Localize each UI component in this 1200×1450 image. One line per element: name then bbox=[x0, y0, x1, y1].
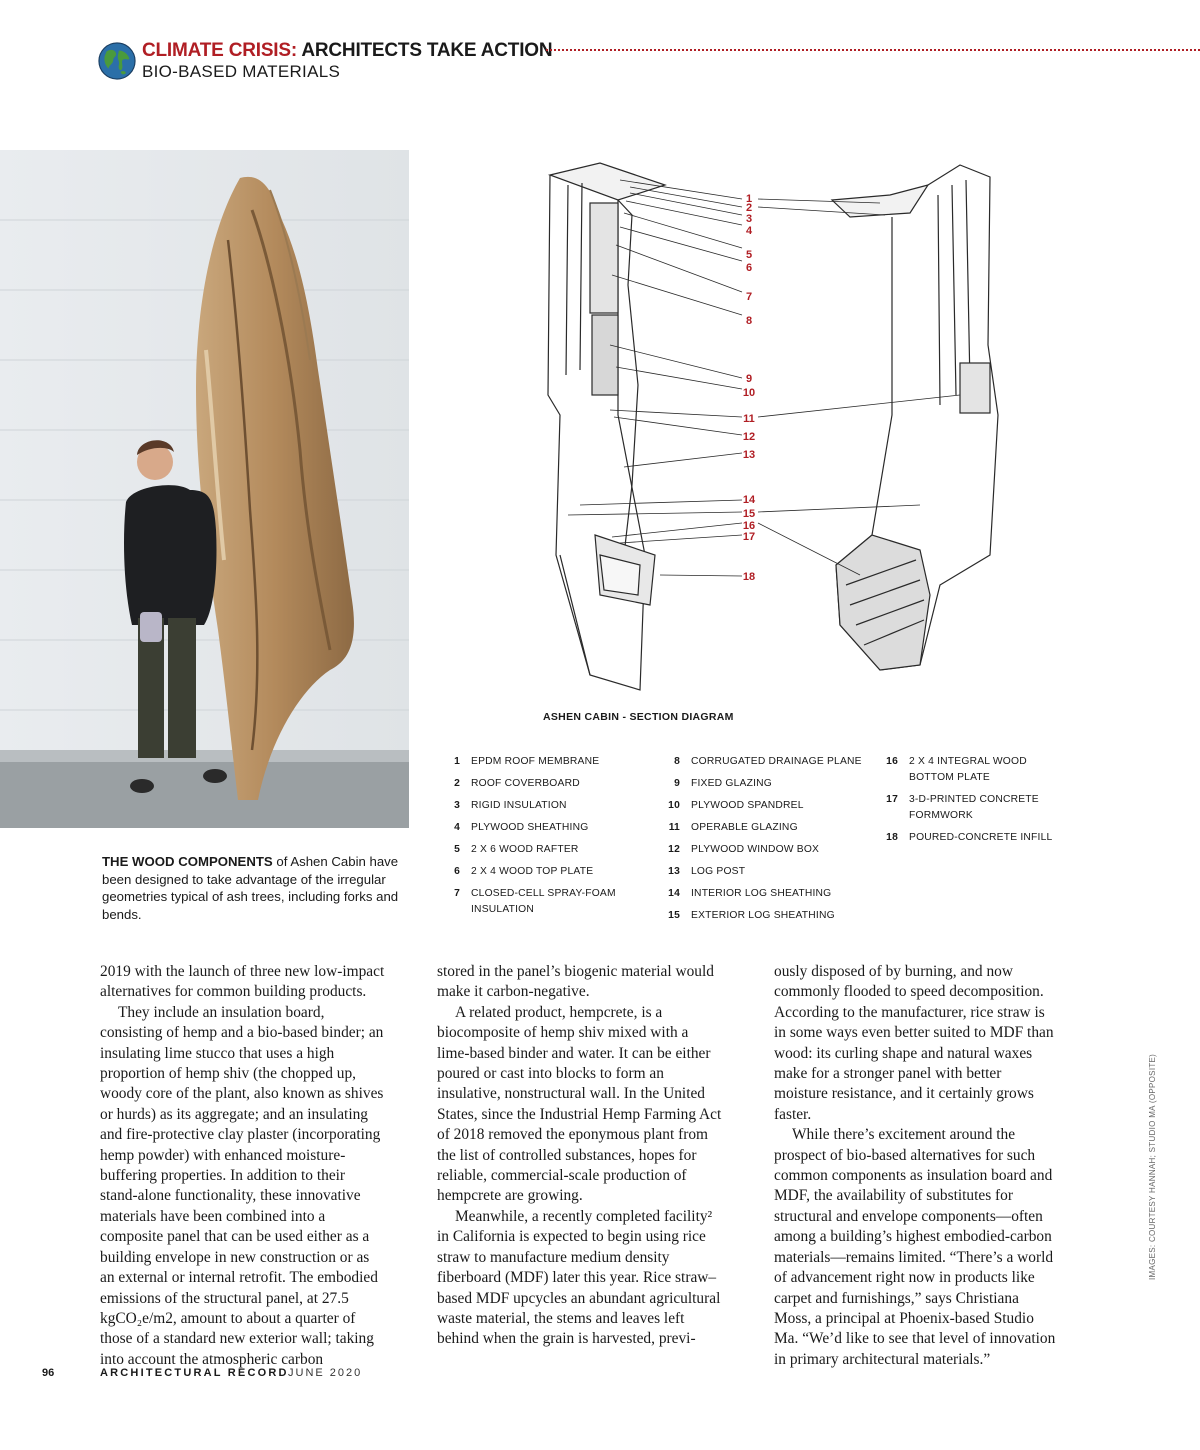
callout-11: 11 bbox=[743, 413, 755, 425]
legend-label: RIGID INSULATION bbox=[471, 800, 567, 811]
body-column-1 bbox=[100, 962, 385, 1370]
legend-label: POURED-CONCRETE INFILL bbox=[909, 832, 1053, 843]
legend-item bbox=[660, 820, 880, 836]
body-column-2 bbox=[437, 962, 722, 1350]
legend-item bbox=[660, 842, 880, 858]
caption-lead: THE WOOD COMPONENTS bbox=[102, 854, 273, 869]
legend-label: ROOF COVERBOARD bbox=[471, 778, 580, 789]
legend-number: 8 bbox=[674, 756, 680, 767]
legend-number: 3 bbox=[454, 800, 460, 811]
callout-3: 3 bbox=[745, 213, 753, 225]
paragraph: Meanwhile, a recently completed facility² in California is expected to begin using rice straw to manufacture medium density fiberboard (MDF) later this year. Rice straw–based MDF upcycles an abundant agricultural waste material, the stems and leaves left behind when the grain is harvested, previ- bbox=[437, 1207, 721, 1348]
section-title: BIO-BASED MATERIALS bbox=[142, 62, 341, 81]
page-header bbox=[98, 40, 1200, 84]
legend-label: EXTERIOR LOG SHEATHING bbox=[691, 910, 835, 921]
callout-13: 13 bbox=[742, 449, 756, 461]
callout-4: 4 bbox=[745, 225, 753, 237]
dotted-rule bbox=[546, 49, 1200, 51]
legend-number: 1 bbox=[454, 756, 460, 767]
legend-number: 6 bbox=[454, 866, 460, 877]
magazine-name: ARCHITECTURAL RECORD bbox=[100, 1367, 289, 1379]
paragraph: 2019 with the launch of three new low-impact alternatives for common building products. bbox=[100, 963, 385, 1001]
legend-item bbox=[440, 864, 660, 880]
paragraph: ously disposed of by burning, and now commonly flooded to speed decomposition. According to the manufacturer, rice straw is in some ways even better suited to MDF than wood: its curling shape and natural waxes make for a stronger panel with better moisture resistance, and it certainly grows faster. bbox=[774, 963, 1054, 1123]
legend-number: 14 bbox=[668, 888, 680, 899]
legend-label: 3-D-PRINTED CONCRETE FORMWORK bbox=[909, 794, 1039, 821]
legend-item bbox=[440, 798, 660, 814]
callout-18: 18 bbox=[742, 571, 756, 583]
legend-column-1 bbox=[440, 754, 660, 924]
callout-5: 5 bbox=[745, 249, 753, 261]
callout-15: 15 bbox=[742, 508, 756, 520]
callout-16: 16 bbox=[742, 520, 756, 532]
legend-item bbox=[660, 754, 880, 770]
callout-14: 14 bbox=[742, 494, 756, 506]
legend-label: EPDM ROOF MEMBRANE bbox=[471, 756, 600, 767]
photo-wood-components bbox=[0, 150, 409, 828]
legend-number: 5 bbox=[454, 844, 460, 855]
legend-label: 2 X 4 WOOD TOP PLATE bbox=[471, 866, 594, 877]
callout-6: 6 bbox=[745, 262, 753, 274]
legend-number: 7 bbox=[454, 888, 460, 899]
callout-8: 8 bbox=[745, 315, 753, 327]
callout-9: 9 bbox=[745, 373, 753, 385]
legend-item bbox=[660, 776, 880, 792]
section-diagram bbox=[520, 155, 1020, 700]
paragraph: A related product, hempcrete, is a biocomposite of hemp shiv mixed with a lime-based binder and water. It can be either poured or cast into blocks to form an insulative, nonstructural wall. In the United States, since the Industrial Hemp Farming Act of 2018 removed the eponymous plant from the list of controlled substances, hopes for reliable, commercial-scale production of hempcrete are growing. bbox=[437, 1003, 722, 1205]
callout-2: 2 bbox=[745, 202, 753, 214]
legend-item bbox=[660, 908, 880, 924]
callout-12: 12 bbox=[742, 431, 756, 443]
legend-item bbox=[440, 776, 660, 792]
kicker-red: CLIMATE CRISIS: bbox=[142, 40, 297, 61]
legend-item bbox=[440, 886, 660, 918]
legend-item bbox=[440, 842, 660, 858]
callout-1: 1 bbox=[745, 193, 753, 205]
legend-item bbox=[440, 754, 660, 770]
legend-label: CLOSED-CELL SPRAY-FOAM INSULATION bbox=[471, 888, 616, 915]
legend-item bbox=[878, 792, 1078, 824]
paragraph: While there’s excitement around the prospect of bio-based alternatives for such common components as insulation board and MDF, the availability of substitutes for structural and envelope components—often among a building’s highest embodied-carbon materials—remains limited. “There’s a world of advancement right now in products like carpet and furnishings,” says Christiana Moss, a principal at Phoenix-based Studio Ma. “We’d like to see that level of innovation in primary architectural materials.” bbox=[774, 1126, 1056, 1368]
legend-number: 9 bbox=[674, 778, 680, 789]
legend-label: 2 X 4 INTEGRAL WOOD BOTTOM PLATE bbox=[909, 756, 1027, 783]
legend-label: OPERABLE GLAZING bbox=[691, 822, 798, 833]
legend-item bbox=[660, 886, 880, 902]
callout-17: 17 bbox=[742, 531, 756, 543]
callout-10: 10 bbox=[742, 387, 756, 399]
page-number: 96 bbox=[42, 1367, 55, 1379]
diagram-title: ASHEN CABIN - SECTION DIAGRAM bbox=[543, 711, 734, 723]
legend-number: 15 bbox=[668, 910, 680, 921]
legend-item bbox=[440, 820, 660, 836]
legend-label: FIXED GLAZING bbox=[691, 778, 772, 789]
legend-number: 11 bbox=[668, 822, 680, 833]
legend-number: 2 bbox=[454, 778, 460, 789]
legend-label: PLYWOOD SPANDREL bbox=[691, 800, 804, 811]
legend-item bbox=[878, 830, 1078, 846]
kicker-dark: ARCHITECTS TAKE ACTION bbox=[301, 40, 553, 61]
issue-date: JUNE 2020 bbox=[288, 1367, 363, 1379]
image-credit: IMAGES: COURTESY HANNAH; STUDIO MA (OPPOSITE) bbox=[1148, 1053, 1157, 1280]
legend-number: 13 bbox=[668, 866, 680, 877]
legend-item bbox=[878, 754, 1078, 786]
legend-number: 4 bbox=[454, 822, 460, 833]
legend-number: 16 bbox=[886, 756, 898, 767]
caption-rest: of Ashen Cabin have been designed to take advantage of the irregular geometries typical of ash trees, including forks and bends. bbox=[102, 854, 399, 922]
globe-icon bbox=[98, 42, 136, 80]
callout-7: 7 bbox=[745, 291, 753, 303]
legend-column-2 bbox=[660, 754, 880, 930]
legend-number: 17 bbox=[886, 794, 898, 805]
body-column-3 bbox=[774, 962, 1059, 1370]
legend-label: INTERIOR LOG SHEATHING bbox=[691, 888, 832, 899]
legend-label: CORRUGATED DRAINAGE PLANE bbox=[691, 756, 862, 767]
kicker bbox=[142, 40, 552, 62]
legend-column-3 bbox=[878, 754, 1078, 852]
legend-label: PLYWOOD WINDOW BOX bbox=[691, 844, 820, 855]
legend-label: 2 X 6 WOOD RAFTER bbox=[471, 844, 579, 855]
legend-label: PLYWOOD SHEATHING bbox=[471, 822, 589, 833]
legend-number: 18 bbox=[886, 832, 898, 843]
legend-number: 12 bbox=[668, 844, 680, 855]
legend-item bbox=[660, 864, 880, 880]
photo-caption bbox=[102, 853, 402, 923]
paragraph: stored in the panel’s biogenic material would make it carbon-negative. bbox=[437, 963, 714, 1001]
paragraph: They include an insulation board, consisting of hemp and a bio-based binder; an insulating lime stucco that uses a high proportion of hemp shiv (the chopped up, woody core of the plant, also known as shives or hurds) as its aggregate; and an insulating and fire-protective clay plaster (incorporating hemp powder) with enhanced moisture-buffering properties. In addition to their stand-alone functionality, these innovative materials have been combined into a composite panel that can be used either as a building envelope in new construction or as an external or internal retrofit. The embodied emissions of the structural panel, at 27.5 kgCO₂e/m2, amount to about a quarter of those of a standard new exterior wall; taking into account the atmospheric carbon bbox=[100, 1003, 384, 1368]
legend-label: LOG POST bbox=[691, 866, 746, 877]
legend-number: 10 bbox=[668, 800, 680, 811]
legend-item bbox=[660, 798, 880, 814]
